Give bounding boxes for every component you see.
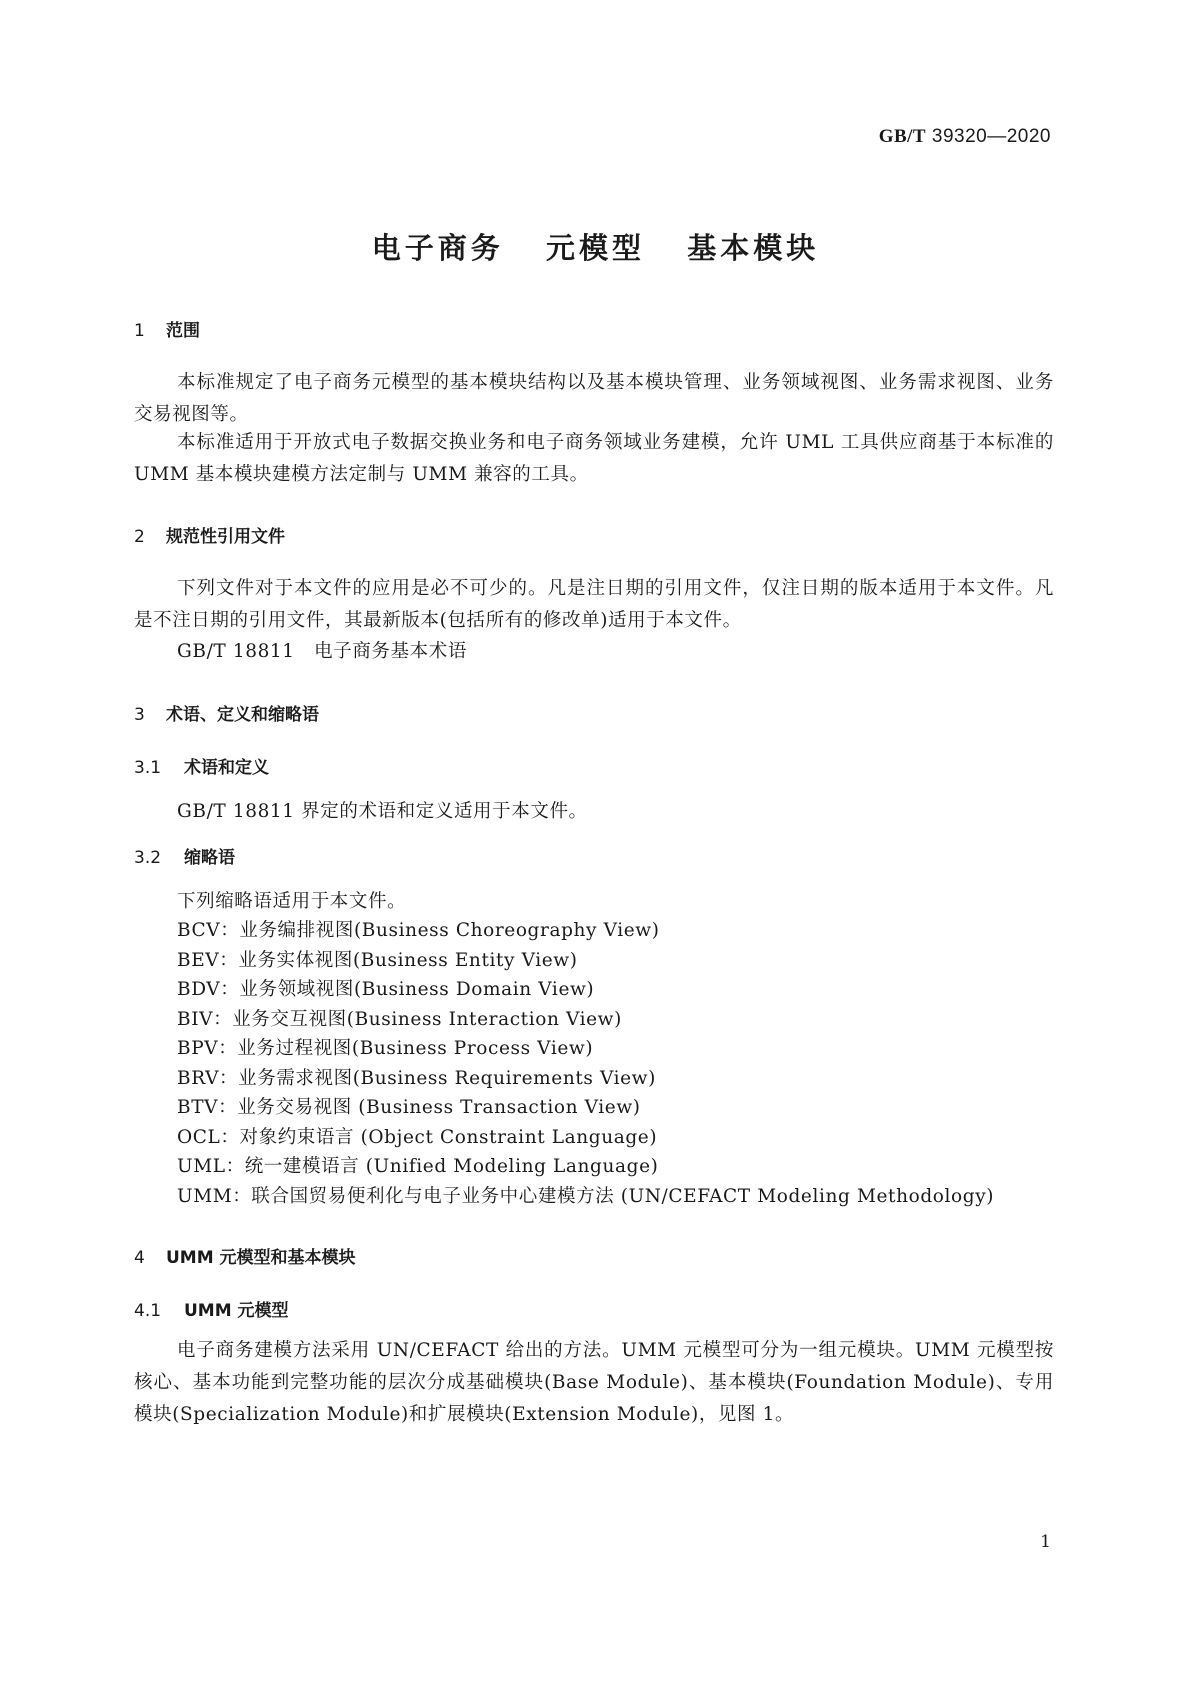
- abbreviation-item: BPV：业务过程视图(Business Process View): [177, 1038, 594, 1059]
- abbreviation-item: UML：统一建模语言 (Unified Modeling Language): [177, 1156, 659, 1177]
- section-number: 3.2: [134, 848, 162, 868]
- section-number: 4: [134, 1248, 145, 1268]
- abbreviation-item: BCV：业务编排视图(Business Choreography View): [177, 920, 660, 941]
- abbreviation-item: UMM：联合国贸易便利化与电子业务中心建模方法 (UN/CEFACT Modeling Methodology): [177, 1186, 995, 1207]
- section-title: 规范性引用文件: [166, 527, 285, 547]
- abbreviation-item: BIV：业务交互视图(Business Interaction View): [177, 1009, 622, 1030]
- abbreviation-item: BTV：业务交易视图 (Business Transaction View): [177, 1097, 641, 1118]
- section-4-heading: [134, 1243, 356, 1268]
- section-number: 1: [134, 321, 145, 341]
- section-1-paragraph-1: 本标准规定了电子商务元模型的基本模块结构以及基本模块管理、业务领域视图、业务需求视图、业务交易视图等。: [134, 372, 1054, 425]
- section-number: 2: [134, 527, 145, 547]
- section-title: 缩略语: [184, 848, 235, 868]
- section-3-1-heading: [134, 753, 269, 778]
- abbreviation-item: BEV：业务实体视图(Business Entity View): [177, 950, 578, 971]
- standard-code: [879, 126, 1051, 148]
- section-3-1-text: GB/T 18811 界定的术语和定义适用于本文件。: [177, 801, 588, 822]
- section-title: 术语、定义和缩略语: [166, 705, 319, 725]
- abbreviation-item: BDV：业务领域视图(Business Domain View): [177, 979, 595, 1000]
- section-1-paragraph-2: 本标准适用于开放式电子数据交换业务和电子商务领域业务建模，允许 UML 工具供应商基于本标准的 UMM 基本模块建模方法定制与 UMM 兼容的工具。: [134, 432, 1054, 485]
- abbreviation-item: BRV：业务需求视图(Business Requirements View): [177, 1068, 656, 1089]
- section-number: 3.1: [134, 758, 162, 778]
- section-title: UMM 元模型: [184, 1301, 289, 1321]
- section-2-heading: [134, 522, 285, 547]
- standard-code-prefix: GB/T: [878, 126, 927, 147]
- page-number: 1: [1040, 1532, 1051, 1552]
- section-3-heading: [134, 700, 319, 725]
- section-1-heading: [134, 316, 200, 341]
- section-title: 术语和定义: [184, 758, 269, 778]
- normative-reference: GB/T 18811 电子商务基本术语: [177, 641, 467, 662]
- abbreviation-item: OCL：对象约束语言 (Object Constraint Language): [177, 1127, 658, 1148]
- section-4-1-heading: [134, 1296, 289, 1321]
- section-3-2-heading: [134, 843, 235, 868]
- section-2-paragraph-1: 下列文件对于本文件的应用是必不可少的。凡是注日期的引用文件，仅注日期的版本适用于本文件。凡是不注日期的引用文件，其最新版本(包括所有的修改单)适用于本文件。: [134, 578, 1054, 631]
- section-number: 4.1: [134, 1301, 162, 1321]
- section-title: UMM 元模型和基本模块: [166, 1248, 356, 1268]
- document-title: 电子商务 元模型 基本模块: [371, 231, 820, 265]
- section-number: 3: [134, 705, 145, 725]
- standard-code-number: 39320—2020: [926, 126, 1051, 147]
- abbreviations-intro: 下列缩略语适用于本文件。: [177, 891, 407, 912]
- section-4-1-paragraph-1: 电子商务建模方法采用 UN/CEFACT 给出的方法。UMM 元模型可分为一组元模块。UMM 元模型按核心、基本功能到完整功能的层次分成基础模块(Base Module)、基本模块(Foundation Module)、专用模块(Specialization Module)和扩展模块(Extension Module)，见图 1。: [134, 1340, 1054, 1425]
- section-title: 范围: [166, 321, 200, 341]
